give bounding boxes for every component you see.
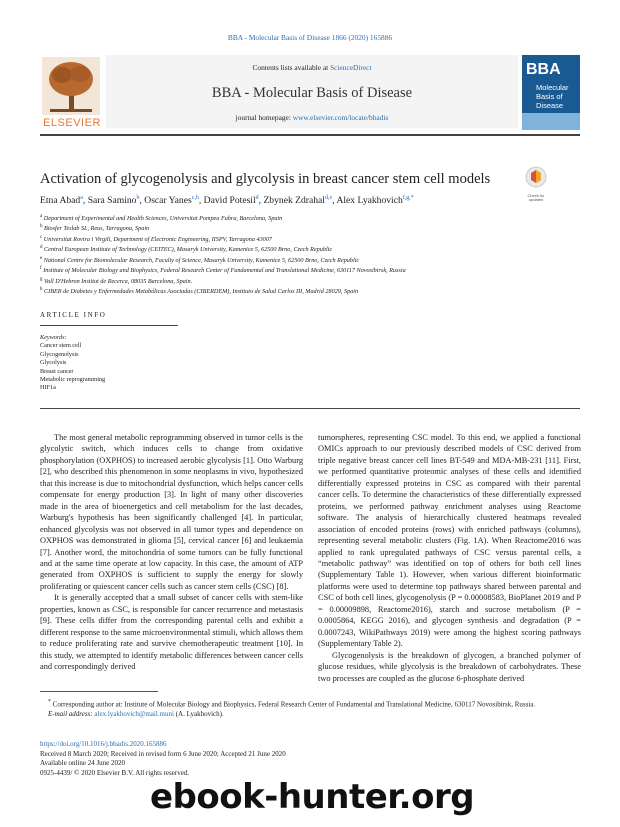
- footnote-divider: [40, 691, 158, 692]
- body-paragraph: The most general metabolic reprogramming observed in tumor cells is the glycolytic switch, which induces cells to change from oxidative phosphorylation (OXPHOS) to increased aerobic glycolysis [1]. Otto Warburg [2], who described this phenomenon in some neoplasms in vivo, hypothesized that this increase is due to mitochondrial dysfunction, which helps cancer cells compensate for energy production [3]. In light of many other discoveries made in the area of bioenergetics and cell metabolism for the last decades, Warburg's hypothesis has been significantly challenged [4]. In particular, enhanced glycolysis was not observed in all tumor types and dependence on OXPHOS was demonstrated in glioma [5], cervical cancer [6] and leukaemia [7]. Another word, the mitochondria of some tumors can be fully functional and at the same time operate at low capacity. In this case, the amount of ATP generated from OXPHOS is sufficient to supply the energy for slowly proliferating or quiescent cancer cells such as cancer stem cells (CSC) [8].: [40, 433, 303, 591]
- copyright-line: 0925-4439/ © 2020 Elsevier B.V. All rights reserved.: [40, 768, 190, 777]
- affiliation-marker: a: [40, 214, 43, 219]
- cover-graphic: [522, 113, 580, 130]
- footnote-marker: *: [48, 699, 51, 705]
- author-name[interactable]: Alex Lyakhovich: [336, 195, 403, 207]
- keyword-item: Glycolysis: [40, 359, 67, 367]
- affiliation-item: [40, 234, 580, 244]
- keyword-item: Glycogenolysis: [40, 350, 79, 358]
- affiliation-marker: b: [40, 224, 43, 230]
- footnote-text-line: [40, 698, 585, 710]
- keywords-block: [40, 334, 200, 393]
- affiliation-item: [40, 286, 580, 296]
- affiliation-item: [40, 213, 580, 223]
- keywords-title: Keywords:: [40, 334, 67, 341]
- affiliation-marker: d: [40, 245, 43, 251]
- check-updates-icon: [522, 165, 550, 189]
- keyword-item: Breast cancer: [40, 367, 74, 375]
- affiliation-marker: h: [40, 287, 43, 293]
- author-list: Etna Abad$^a$, Sara Samino$^b$, Oscar Yanes$^{c,h}$, David Potesil$^d$, Zbynek Zdrahal$^{d,e}$, Alex Lyakhovich$^{f,g,*}$: [40, 195, 414, 207]
- affiliation-item: [40, 276, 580, 286]
- affiliation-marker: f: [40, 266, 42, 272]
- body-paragraph: Glycogenolysis is the breakdown of glycogen, a branched polymer of glucose residues, while glycolysis is the breakdown of carbohydrates. These two processes are coupled as the glucose 6-phosphate derived: [318, 650, 581, 683]
- body-column-left: [40, 432, 303, 673]
- masthead-divider: [40, 134, 580, 136]
- check-updates-label: Check for updates: [527, 193, 545, 203]
- keyword-item: HIF1a: [40, 384, 56, 392]
- affiliation-text: Universitat Rovira i Virgili, Department of Electronic Engineering, IISPV, Tarragona 43007: [43, 236, 272, 243]
- author-name[interactable]: Etna Abad: [40, 195, 81, 207]
- cover-line-2: Basis of: [536, 92, 563, 101]
- affiliation-item: [40, 265, 580, 275]
- check-for-updates-button[interactable]: [522, 165, 550, 203]
- affiliation-marker: e: [40, 255, 43, 261]
- affiliation-marker: g: [40, 276, 43, 282]
- journal-masthead: [40, 55, 580, 130]
- affiliation-list: [40, 213, 580, 297]
- author-name[interactable]: Oscar Yanes: [144, 195, 192, 207]
- author-affiliation-marker[interactable]: b: [136, 195, 140, 201]
- available-online: Available online 24 June 2020: [40, 759, 126, 767]
- author-name[interactable]: Sara Samino: [87, 195, 137, 207]
- body-column-right: [318, 432, 581, 684]
- footnote-text: Corresponding author at: Institute of Molecular Biology and Biophysics, Federal Research Center of Fundamental and Translational Medicine, 630117 Novosibirsk, Russia.: [52, 700, 536, 709]
- journal-citation-line[interactable]: BBA - Molecular Basis of Disease 1866 (2020) 165886: [227, 33, 393, 42]
- article-info-divider: [40, 325, 178, 326]
- author-affiliation-marker[interactable]: d: [255, 195, 259, 201]
- author-name[interactable]: David Potesil: [203, 195, 256, 207]
- author-affiliation-marker[interactable]: c,h: [191, 195, 199, 201]
- affiliation-text: Department of Experimental and Health Sciences, Universitat Pompeu Fabra, Barcelona, Spain: [43, 215, 283, 223]
- affiliation-text: Institute of Molecular Biology and Biophysics, Federal Research Center of Fundamental and Translational Medicine, 630117 Novosibirsk, Russia: [43, 267, 406, 275]
- author-affiliation-marker[interactable]: a: [80, 195, 83, 201]
- author-affiliation-marker[interactable]: f,g,*: [402, 195, 414, 201]
- keyword-item: Metabolic reprogramming: [40, 376, 106, 384]
- watermark: ebook-hunter.org: [150, 777, 475, 817]
- affiliation-item: [40, 223, 580, 233]
- sciencedirect-link[interactable]: ScienceDirect: [330, 63, 372, 72]
- affiliation-text: Central European Institute of Technology (CEITEC), Masaryk University, Kamenice 5, 62500 Brno, Czech Republic: [44, 246, 333, 254]
- author-name[interactable]: Zbynek Zdrahal: [263, 195, 325, 207]
- body-paragraph: It is generally accepted that a small subset of cancer cells with stem-like properties, known as CSC, is responsible for cancer recurrence and metastasis [9]. These cells differ from the corresponding parental cells and exhibit a different response to the same microenvironmental stimuli, which allows them to reduce proliferating rate and survive chemotherapeutic treatment [10]. In this study, we attempted to identify metabolic differences between cancer cells and correspondingly derived: [40, 593, 303, 672]
- email-label: E-mail address:: [48, 709, 95, 718]
- affiliation-marker: c: [40, 234, 43, 240]
- keyword-item: Cancer stem cell: [40, 342, 82, 350]
- body-paragraph: tumorspheres, representing CSC model. To this end, we applied a functional OMICs approach to our previously described models of CSC derived from triple negative breast cancer cell lines BT-549 and MDA-MB-231 [11]. First, we performed quantitative proteomic analyses of these cells and identified differentially expressed proteins in CSC as compared with their parental cancer cells. To determine the characteristics of these differentially expressed proteins, we performed pathway enrichment analyses using Reactome software. The analysis of hierarchically clustered heatmaps revealed association of encoded proteins (rows) with enriched pathways (columns), representing several metabolic clusters (Fig. 1A). When Reactome2016 was applied to rank upregulated pathways of CSC versus parental cells, a “metabolic pathway” was identified on top of others for both cell lines (Supplementary Table 1). However, when various different bioinformatic platforms were used to determine top pathways shared between parental and CSC of both cell lines, glycogenolysis (P = 0.00008583, BioPlanet 2019 and P = 0.00009898, Reactome2016), starch and sucrose metabolism (P = 0.0005864, KEGG 2016), and glycogen synthesis and degradation (P = 0.0007243, WikiPathways 2019) were among the highest scoring pathways (Supplementary Table 2).: [318, 433, 581, 649]
- homepage-line: [106, 113, 518, 122]
- journal-cover[interactable]: [522, 55, 580, 130]
- affiliation-item: [40, 244, 580, 254]
- publication-info: [40, 740, 440, 778]
- homepage-link[interactable]: www.elsevier.com/locate/bbadis: [292, 113, 389, 122]
- cover-title: BBA: [526, 61, 561, 78]
- corresponding-author-footnote: [40, 698, 585, 719]
- affiliation-text: CIBER de Diabetes y Enfermedades Metabólicas Asociadas (CIBERDEM), Instituto de Salud Carlos III, Madrid 28029, Spain: [44, 288, 359, 296]
- email-suffix: (A. Lyakhovich).: [173, 709, 224, 718]
- cover-line-3: Disease: [536, 101, 564, 110]
- contents-prefix: Contents lists available at: [252, 63, 331, 72]
- affiliation-item: [40, 255, 580, 265]
- affiliation-text: Biosfer Teslab SL, Reus, Tarragona, Spain: [44, 225, 150, 233]
- received-dates: Received 8 March 2020; Received in revised form 6 June 2020; Accepted 21 June 2020: [40, 749, 286, 758]
- author-affiliation-marker[interactable]: d,e: [324, 195, 333, 201]
- cover-line-1: Molecular: [536, 83, 569, 92]
- doi-link[interactable]: https://doi.org/10.1016/j.bbadis.2020.165886: [40, 740, 167, 748]
- email-link[interactable]: alex.lyakhovich@mail.muni: [94, 709, 174, 718]
- affiliation-text: Vall D'Hebron Institut de Recerca, 08035 Barcelona, Spain.: [44, 277, 193, 285]
- article-title: Activation of glycogenolysis and glycolysis in breast cancer stem cell models: [40, 171, 491, 187]
- affiliation-text: National Centre for Biomolecular Research, Faculty of Science, Masaryk University, Kamenice 5, 62500 Brno, Czech Republic: [43, 256, 360, 264]
- article-info-heading: ARTICLE INFO: [40, 311, 107, 319]
- email-line: [40, 710, 585, 720]
- elsevier-logo: [40, 55, 104, 130]
- publisher-name: ELSEVIER: [43, 117, 101, 129]
- contents-line: [106, 63, 518, 72]
- journal-name: BBA - Molecular Basis of Disease: [211, 85, 413, 101]
- masthead-center: [106, 55, 518, 128]
- homepage-prefix: journal homepage:: [235, 113, 293, 122]
- body-divider: [40, 408, 580, 409]
